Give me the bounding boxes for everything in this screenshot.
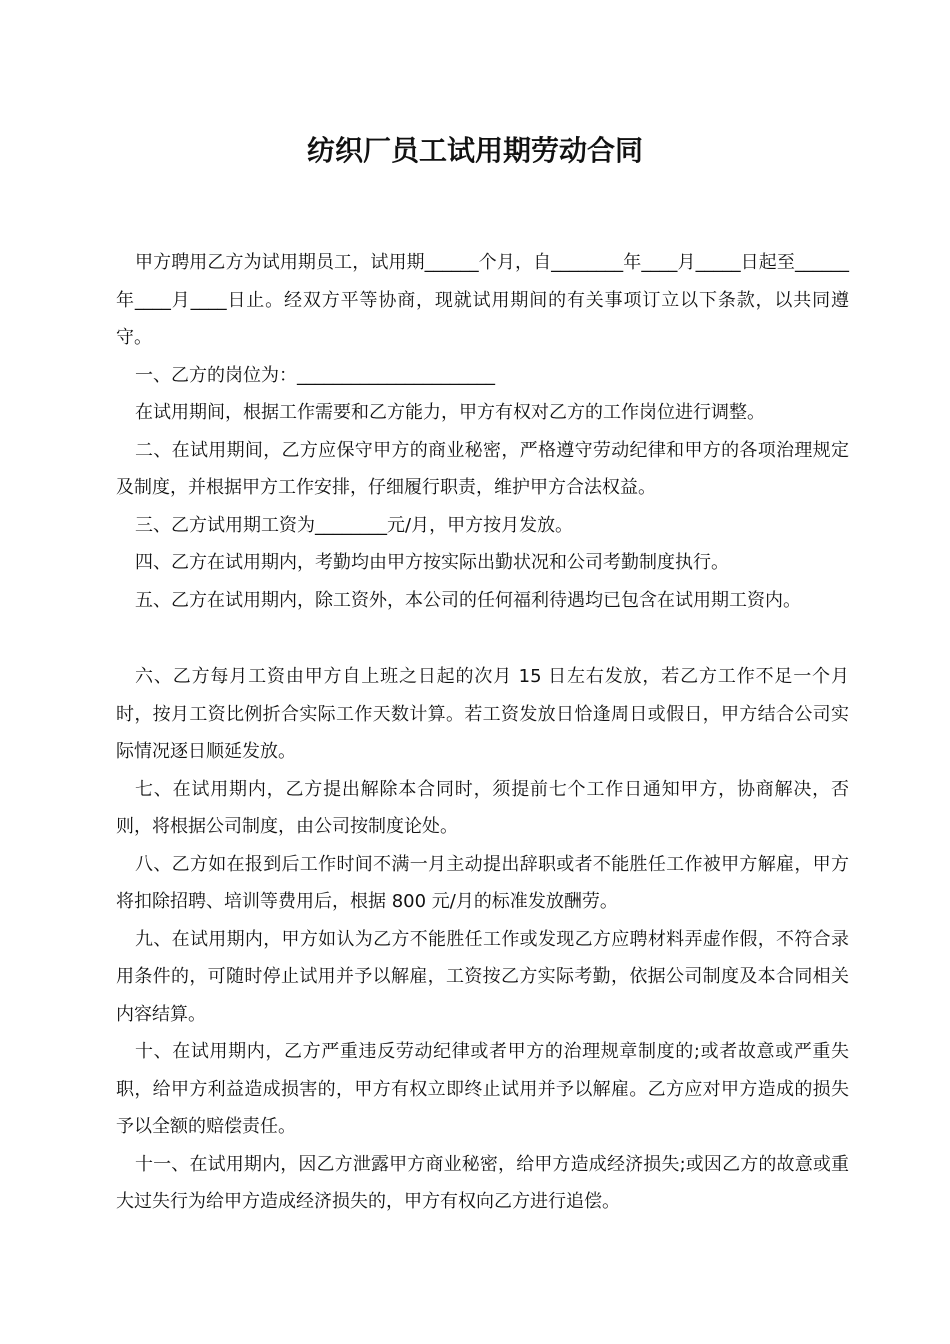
clause-8: 八、乙方如在报到后工作时间不满一月主动提出辞职或者不能胜任工作被甲方解雇，甲方将扣除招聘、培训等费用后，根据 800 元/月的标准发放酬劳。: [116, 853, 849, 912]
paragraph-gap: [116, 619, 849, 658]
clause-5: 五、乙方在试用期内，除工资外，本公司的任何福利待遇均已包含在试用期工资内。: [135, 589, 801, 611]
clause-11: 十一、在试用期内，因乙方泄露甲方商业秘密，给甲方造成经济损失;或因乙方的故意或重大过失行为给甲方造成经济损失的，甲方有权向乙方进行追偿。: [116, 1153, 849, 1212]
clause-2: 二、在试用期间，乙方应保守甲方的商业秘密，严格遵守劳动纪律和甲方的各项治理规定及制度，并根据甲方工作安排，仔细履行职责，维护甲方合法权益。: [116, 439, 849, 498]
clause-3: 三、乙方试用期工资为________元/月，甲方按月发放。: [135, 514, 574, 536]
clause-6: 六、乙方每月工资由甲方自上班之日起的次月 15 日左右发放，若乙方工作不足一个月时，按月工资比例折合实际工作天数计算。若工资发放日恰逢周日或假日，甲方结合公司实际情况逐日顺延发放。: [116, 666, 849, 762]
clause-7: 七、在试用期内，乙方提出解除本合同时，须提前七个工作日通知甲方，协商解决，否则，将根据公司制度，由公司按制度论处。: [116, 778, 849, 837]
document-body: [116, 244, 849, 1221]
clause-10: 十、在试用期内，乙方严重违反劳动纪律或者甲方的治理规章制度的;或者故意或严重失职，给甲方利益造成损害的，甲方有权立即终止试用并予以解雇。乙方应对甲方造成的损失予以全额的赔偿责任。: [116, 1041, 849, 1137]
clause-9: 九、在试用期内，甲方如认为乙方不能胜任工作或发现乙方应聘材料弄虚作假，不符合录用条件的，可随时停止试用并予以解雇，工资按乙方实际考勤，依据公司制度及本合同相关内容结算。: [116, 928, 849, 1025]
clause-4: 四、乙方在试用期内，考勤均由甲方按实际出勤状况和公司考勤制度执行。: [135, 552, 729, 573]
clause-1: 一、乙方的岗位为：______________________: [135, 364, 495, 386]
paragraph-intro: 甲方聘用乙方为试用期员工，试用期______个月，自________年____月_____日起至______年____月____日止。经双方平等协商，现就试用期间的有关事项订立以下条款，以共同遵守。: [116, 252, 849, 348]
clause-1-note: 在试用期间，根据工作需要和乙方能力，甲方有权对乙方的工作岗位进行调整。: [135, 402, 765, 423]
document-title: 纺织厂员工试用期劳动合同: [306, 134, 643, 167]
